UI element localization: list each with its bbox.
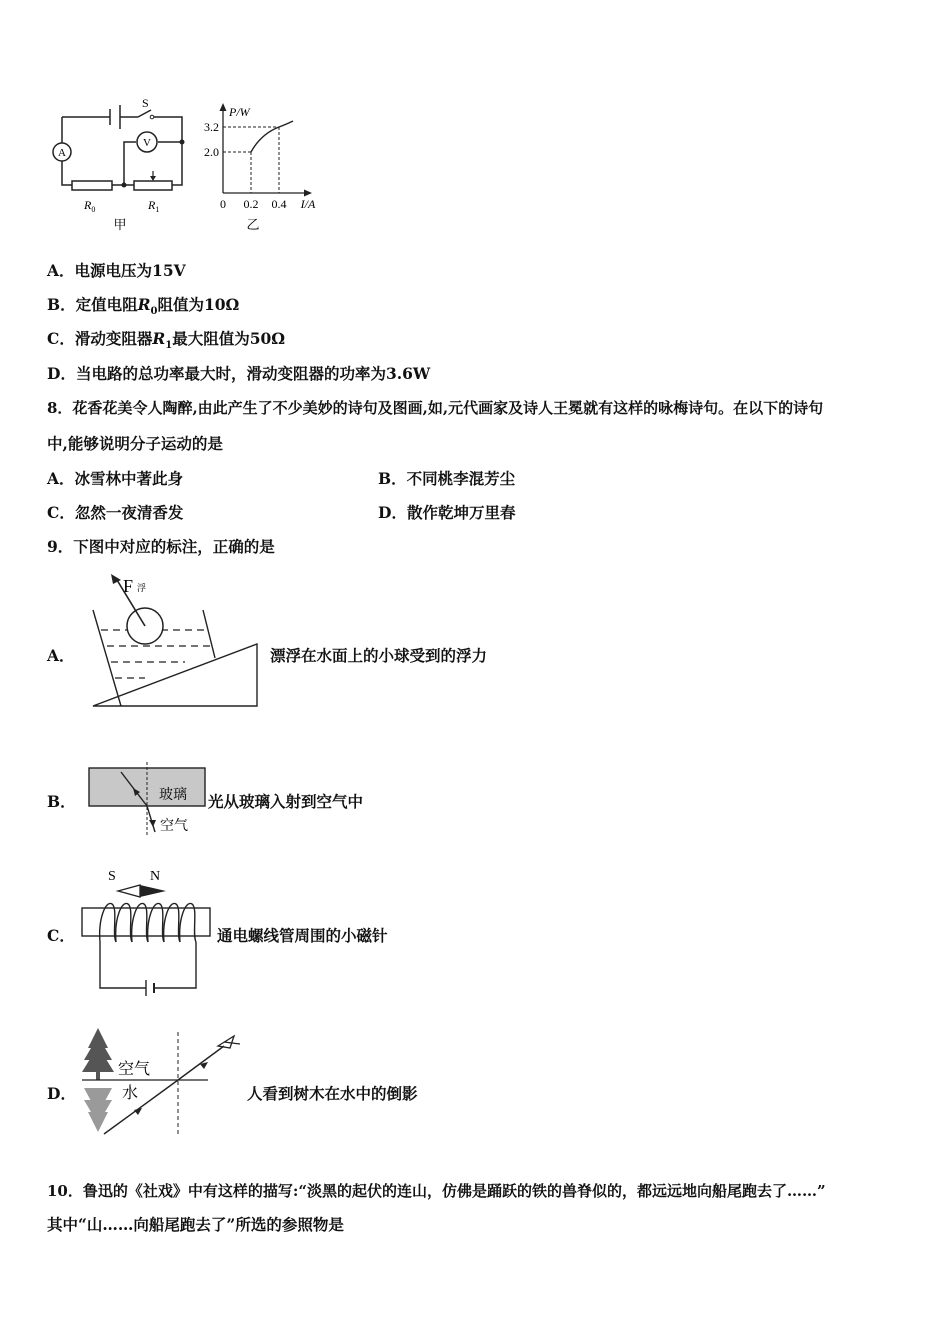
q7-option-a[interactable]: A．电源电压为15V xyxy=(47,261,186,280)
power-current-graph xyxy=(195,100,330,235)
air-label: 空气 xyxy=(160,818,188,834)
q9-option-b-text: 光从玻璃入射到空气中 xyxy=(208,792,364,811)
q8-option-c[interactable]: C．忽然一夜清香发 xyxy=(47,503,184,522)
x-axis-label: I/A xyxy=(300,197,316,211)
svg-text:F浮 xyxy=(123,576,146,596)
q9-option-c-text: 通电螺线管周围的小磁针 xyxy=(217,926,388,945)
q9-option-b-label[interactable]: B． xyxy=(47,792,76,811)
x-tick-0-4: 0.4 xyxy=(271,197,287,211)
switch-label: S xyxy=(142,96,149,110)
refraction-glass-diagram xyxy=(85,762,210,842)
svg-text:R0 xyxy=(83,198,95,214)
q9-option-d-label[interactable]: D． xyxy=(47,1084,76,1103)
q8-option-b[interactable]: B．不同桃李混芳尘 xyxy=(378,469,516,488)
q10-stem-line2: 其中“山……向船尾跑去了”所选的参照物是 xyxy=(47,1215,344,1234)
r0-label: R xyxy=(84,198,92,212)
y-tick-2-0: 2.0 xyxy=(204,145,219,159)
floating-ball-diagram xyxy=(85,572,265,712)
eye-icon xyxy=(218,1036,240,1048)
force-sub: 浮 xyxy=(137,583,147,593)
q9-stem: 9．下图中对应的标注，正确的是 xyxy=(47,537,275,556)
q10-stem-line1: 10．鲁迅的《社戏》中有这样的描写:“淡黑的起伏的连山，仿佛是踊跃的铁的兽脊似的，都远远地向船尾跑去了……” xyxy=(47,1182,826,1200)
y-axis-label: P/W xyxy=(229,105,250,119)
y-tick-3-2: 3.2 xyxy=(204,120,219,134)
r1-label: R xyxy=(148,198,156,212)
figure-caption-yi: 乙 xyxy=(246,217,260,232)
q8-option-d[interactable]: D．散作乾坤万里春 xyxy=(378,503,516,522)
q9-option-c-label[interactable]: C． xyxy=(47,926,75,945)
ammeter-label: A xyxy=(58,147,66,159)
q7-option-c[interactable]: C．滑动变阻器$R_1$最大阻值为50Ω xyxy=(47,329,286,352)
svg-text:P/W xyxy=(228,105,251,119)
glass-label: 玻璃 xyxy=(159,787,187,803)
r0-sub: 0 xyxy=(91,205,96,214)
air-label: 空气 xyxy=(118,1059,151,1078)
r1-sub: 1 xyxy=(155,205,160,214)
x-tick-0: 0 xyxy=(220,197,226,211)
solenoid-diagram xyxy=(78,864,218,999)
resistor-r0 xyxy=(72,181,112,190)
q7-option-b[interactable]: B．定值电阻$R_0$阻值为10Ω xyxy=(47,295,240,318)
x-tick-0-2: 0.2 xyxy=(243,197,259,211)
svg-text:R1 xyxy=(147,198,159,214)
reflection-tree-diagram xyxy=(78,1024,248,1144)
water-label: 水 xyxy=(122,1083,139,1102)
rheostat-r1 xyxy=(134,181,172,190)
north-pole-label: N xyxy=(150,869,161,884)
q8-option-a[interactable]: A．冰雪林中著此身 xyxy=(47,469,184,488)
south-pole-label: S xyxy=(108,869,116,884)
q7-option-d[interactable]: D．当电路的总功率最大时，滑动变阻器的功率为3.6W xyxy=(47,364,431,383)
q9-option-a-text: 漂浮在水面上的小球受到的浮力 xyxy=(270,646,488,665)
force-label: F xyxy=(123,576,134,596)
voltmeter-label: V xyxy=(143,137,151,149)
figure-caption-jia: 甲 xyxy=(113,217,127,232)
circuit-diagram xyxy=(40,95,200,235)
q8-stem-line2: 中,能够说明分子运动的是 xyxy=(47,434,223,453)
q8-stem-line1: 8．花香花美令人陶醉,由此产生了不少美妙的诗句及图画,如,元代画家及诗人王冕就有这样的咏梅诗句。在以下的诗句 xyxy=(47,399,824,417)
q9-option-a-label[interactable]: A． xyxy=(47,646,75,665)
q9-option-d-text: 人看到树木在水中的倒影 xyxy=(247,1084,418,1103)
power-curve xyxy=(251,121,293,152)
